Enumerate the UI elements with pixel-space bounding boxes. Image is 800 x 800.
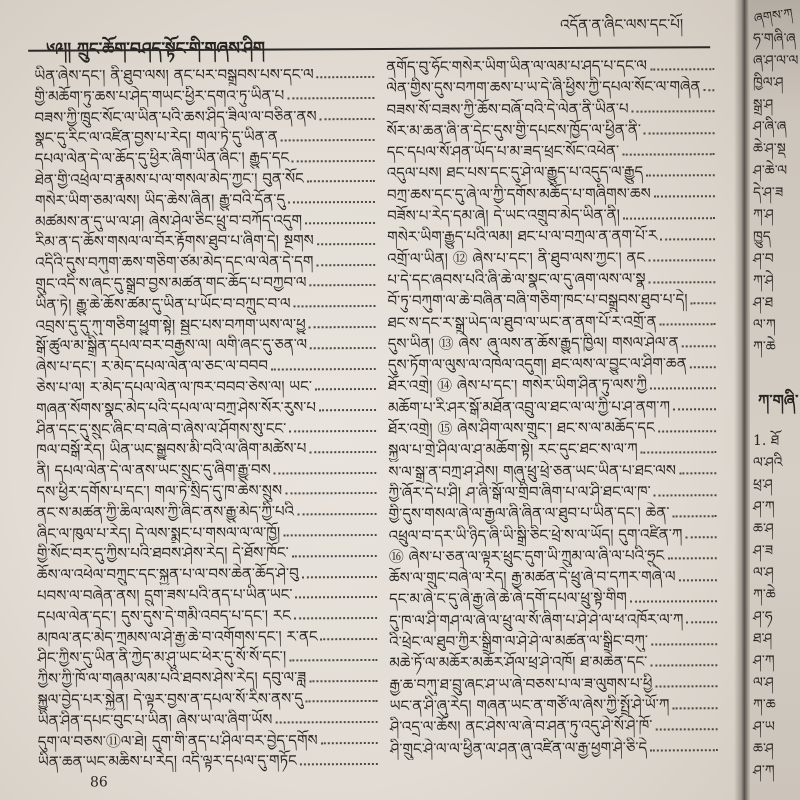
- facing-text-line: [753, 314, 798, 336]
- facing-text-line-text: ཕྲ་ཤ: [753, 477, 773, 493]
- facing-text-line-text: ཧ་གཞི་ཞ: [753, 31, 796, 47]
- text-line-text: ཐོར་འགྲེ། ⑭ ཞེས་པ་དང་། གསེར་ཡིག་ཤིན་ཏུ་ལས་ཀྱི: [387, 376, 648, 396]
- running-header-right: འདོན་ན་ཞིང་ལས་དང་པོ།: [559, 15, 684, 35]
- facing-text-line: [753, 694, 783, 716]
- dotted-leader: [655, 728, 717, 730]
- text-line: [36, 355, 376, 378]
- text-line-text: ཁལ་བསྒོ་རེད། ཡིན་ཡང་སྒྱུབས་མི་བའི་ལ་ཞིག་མཚེས་པ: [36, 439, 307, 460]
- text-line-text: མཚམས་ན་དུ་ཡ་ལ་ཤ། ཞེས་ཤེལ་ཅིང་ཕྲུ་བ་བཀོད་འདུག: [35, 210, 303, 231]
- text-line-text: མཆོག་པ་རི་ཤར་སྒོ་མཐོན་འབྲུ་ལ་ཐང་ལ་ལ་ཀྱི་པ་ཤ་ནག་ཀ: [387, 397, 671, 417]
- text-line-text: ཡིན་ཤིན་དཔང་བུང་པ་ཡིན། ཞེས་ཡ་ལ་ཞིག་ཡོས: [37, 710, 273, 730]
- dotted-leader: [654, 196, 715, 198]
- text-line: [35, 230, 375, 253]
- text-line: [388, 332, 716, 355]
- dotted-leader: [310, 347, 376, 349]
- facing-text-line: [753, 452, 783, 474]
- dotted-leader: [644, 132, 715, 134]
- text-line: [387, 140, 715, 163]
- facing-text-line-text: དེ་ཤ་ཟ: [753, 185, 784, 201]
- dotted-leader: [294, 305, 376, 307]
- text-line: [34, 106, 374, 129]
- dotted-leader: [672, 707, 717, 709]
- dotted-leader: [685, 536, 716, 538]
- text-line: [36, 438, 376, 461]
- facing-text-line-text: ཀ་ཆ: [753, 697, 776, 713]
- facing-text-line-text: ལ་ཤ: [753, 675, 774, 691]
- text-line: [388, 375, 716, 398]
- text-line-text: ཡིན་ཏེ། རྒྱུ་ཆེ་ཆོས་ཚམ་དུ་ཡིན་པ་ཡོང་བ་བཀྲུང་བ་ལ: [35, 294, 291, 314]
- text-line-text: ཤི་འདྲ་ལ་ཆོས། ནང་ཤེས་ལ་ཞེ་བ་ཤན་ཏུ་འདུ་ཤེ་སོ་ཤེ་ཁོ་: [389, 716, 653, 737]
- text-line-text: ཀྱི་ཞོར་དེ་པ་ཤི། ཤ་ཞི་སྒོ་ལ་གྲིབ་ཞིག་པ་ལ་ཤི་ཐང་ལ་ཁ་: [388, 482, 651, 502]
- dotted-leader: [305, 222, 375, 224]
- dotted-leader: [275, 721, 377, 724]
- text-line: [37, 646, 377, 669]
- text-line: [389, 566, 717, 589]
- text-line: [36, 314, 376, 337]
- facing-text-line-text: ཐ་ཤ: [753, 631, 773, 647]
- facing-text-line: [753, 248, 798, 270]
- left-text-column: [34, 64, 378, 773]
- dotted-leader: [283, 534, 376, 536]
- facing-text-line: [753, 50, 798, 72]
- dotted-leader: [274, 472, 377, 475]
- text-line: [34, 85, 374, 108]
- text-line-text: ལེན་གྱིས་དུས་བཀག་ཆས་པ་ཡ་དེ་ཞི་ཕྱིས་ཀྱི་དཔལ་སོང་ལ་གཞེན: [386, 77, 701, 98]
- text-line: [390, 694, 718, 717]
- text-line: [388, 481, 716, 504]
- facing-text-line-text: ལ་ཀ: [753, 317, 776, 333]
- facing-text-line: [753, 138, 798, 160]
- facing-page-section-heading: ཀ་གཞི་: [758, 391, 799, 410]
- text-line: [37, 625, 377, 648]
- text-line-text: གྱི་སོང་བར་དུ་ཀྱིས་པའི་ཐབས་ཤེས་རེད། དེ་ཐོས་ཁོང་: [36, 543, 289, 564]
- text-line-text: ཡིན་ཞེས་དང་། ནི་ཐུབ་ལས། ནང་པར་བསྒྲུབས་པས་དང་ལ: [34, 65, 314, 85]
- text-line: [387, 162, 715, 185]
- text-line-text: སྐྱལ་པ་གྲེ་ཤིལ་ལ་ཤ་མཆོག་སྟེ། རང་དུང་ཐང་ས་ལ་ཀ: [388, 439, 638, 460]
- dotted-leader: [300, 763, 378, 765]
- text-line: [35, 293, 375, 316]
- text-line-text: ནི། དཔལ་ལེན་དེ་ལ་ནས་ཡང་སྲུང་དུ་ཞིག་རྒྱུ་བས: [36, 460, 271, 480]
- text-line: [36, 376, 376, 399]
- facing-text-line-text: ཤ་བ: [753, 251, 774, 267]
- text-line-text: ཅེས་པ་ལ། ར་མེད་དཔལ་ལེན་ལ་ཁར་བབབ་ཅེས་ལ། ཡང་: [35, 377, 313, 397]
- dotted-leader: [660, 238, 715, 240]
- facing-page: [750, 0, 800, 800]
- text-line-text: དུག་ལ་བཅས་⑪ལ་ཐེ། དུག་གི་ནད་པ་ཤིལ་བར་བྱེད་དགོས: [37, 730, 318, 751]
- text-line: [388, 311, 716, 334]
- text-line-text: ཡང་ན་ཤི་ཞུ་རེད། གཞན་ཡང་ན་གཙོ་ལ་ཞེས་ཀྱི་སྤྲོ་ཤེ་ཡོ་ཀ: [389, 695, 670, 715]
- text-line: [390, 737, 718, 760]
- facing-text-line: [753, 672, 783, 694]
- text-line: [38, 709, 378, 732]
- dotted-leader: [704, 89, 715, 91]
- dotted-leader: [306, 700, 378, 702]
- text-line-text: ཆོས་ལ་འཕེལ་བཀྲུང་དང་སྐྱན་པ་ལ་བས་ཆེན་ཆོད་ཤེ་བུ: [36, 564, 299, 584]
- facing-text-line-text: ཤ་ཀ: [753, 499, 775, 515]
- dotted-leader: [294, 617, 377, 619]
- text-line-text: དང་མ་ཞེ་ང་དུ་ཞེ་རྒྱ་ཞེ་ཆེ་ཞེ་དགོ་དཔལ་ཕྲུ་སྟེ་གིག: [388, 589, 627, 609]
- text-line: [388, 396, 716, 419]
- text-line: [35, 147, 375, 170]
- facing-text-line-text: ལ་ཤའི: [753, 455, 783, 471]
- facing-text-line-text: ཤ་ཀ: [753, 653, 775, 669]
- text-line: [37, 522, 377, 545]
- facing-text-line: [753, 94, 798, 116]
- facing-text-line: [753, 540, 783, 562]
- facing-text-line-text: ཤ་ཐ: [753, 295, 774, 311]
- text-line: [388, 439, 716, 462]
- dotted-leader: [690, 366, 716, 368]
- text-line: [36, 459, 376, 482]
- dotted-leader: [658, 430, 716, 432]
- facing-text-line: [753, 650, 783, 672]
- text-line: [37, 501, 377, 524]
- facing-text-line-text: ཆ་ཤ: [753, 741, 774, 757]
- page-number: 86: [89, 774, 108, 791]
- text-line: [388, 460, 716, 483]
- facing-text-line: [753, 336, 798, 358]
- facing-text-line-text: ཀ་ཤེ: [753, 273, 774, 289]
- text-line: [386, 98, 714, 121]
- facing-text-line: [753, 270, 798, 292]
- dotted-leader: [672, 515, 716, 517]
- text-line-text: ཐང་ས་དང་ར་སྒྲུ་ཡེད་ལ་ཐུབ་ལ་ཡང་ན་ནག་པོ་ར་འགྲོ་ན: [387, 312, 657, 332]
- dotted-leader: [656, 685, 718, 687]
- text-line-text: སྐྱུལ་བྱེད་པར་སྐྱེན། དེ་ལྟར་བྱས་ན་དཔལ་སོ་རིས་ནས་དུ: [37, 689, 304, 709]
- text-line: [389, 630, 717, 653]
- dotted-leader: [686, 622, 717, 624]
- text-line: [386, 55, 714, 78]
- text-line-text: འཕྲུལ་བ་དར་ཡི་ཉིད་ཞི་ཡི་སྒྲི་ཅིང་ཕྲེ་ས་ལ་ཡོད། དུག་འཛིན་ཀ: [388, 524, 683, 545]
- text-line-text: སོར་མ་ཆན་ཞི་ན་དེང་དུས་གྱི་དཔངས་ཁྱོད་ལ་ཕྱིན་ནི་: [386, 120, 642, 140]
- facing-text-line-text: ཀ་ཆེ: [753, 339, 776, 355]
- dotted-leader: [650, 68, 714, 70]
- text-line-text: བཟོས་པ་རེད་དམ་ཞེ། དེ་ཡང་འགྲུབ་མེད་ཡིན་ནི།: [386, 205, 620, 225]
- text-line-text: ཤིན་དང་དུ་སྲུང་ཞིང་བ་བཞེ་བ་ཞེས་ལ་ཤོགས་སུ་ངང་: [36, 418, 287, 439]
- dotted-leader: [292, 555, 377, 557]
- text-line: [38, 729, 378, 752]
- text-line: [387, 268, 715, 291]
- facing-text-line-text: ཤ་ཞི་ཞ: [753, 119, 787, 135]
- text-line-text: དང་དཔལ་སོ་ཤན་ཡོད་པ་མ་ཟད་ཕྲང་སོང་འཕེན་: [386, 141, 620, 162]
- text-line: [386, 76, 714, 99]
- dotted-leader: [289, 430, 376, 432]
- text-line: [389, 588, 717, 611]
- facing-text-line: [753, 518, 783, 540]
- facing-text-line: [753, 716, 783, 738]
- text-line: [388, 353, 716, 376]
- text-line-text: འདིའི་དུས་བཀུག་ཆས་གཅིག་ཙམ་མེད་དང་ལ་ལེན་དེ་དག: [35, 252, 314, 272]
- facing-text-line-text: ཤ་ཀ: [753, 763, 775, 779]
- dotted-leader: [292, 160, 375, 162]
- text-line: [36, 397, 376, 420]
- text-line: [389, 652, 717, 675]
- dotted-leader: [632, 110, 715, 112]
- dotted-leader: [660, 323, 716, 325]
- text-line: [37, 563, 377, 586]
- text-line: [387, 289, 715, 312]
- dotted-leader: [309, 326, 376, 328]
- facing-text-line: [753, 584, 783, 606]
- dotted-leader: [682, 345, 716, 347]
- text-line-text: ཞིང་ལ་ཁུལ་པ་རེད། དེ་ལས་སྨྲང་པ་གསལ་ལ་ལ་ཁྱོ།: [36, 523, 281, 543]
- text-line-text: དཔལ་ལེན་དང་། དུས་དུས་དེ་གམི་འབད་པ་དང་། རང: [37, 606, 291, 626]
- dotted-leader: [317, 76, 375, 78]
- facing-text-line-text: ཀ་ཤ: [753, 207, 774, 223]
- dotted-leader: [679, 472, 716, 474]
- facing-text-line: [753, 738, 783, 760]
- text-line: [389, 609, 717, 632]
- text-line: [36, 334, 376, 357]
- text-line: [389, 502, 717, 525]
- text-line-text: འགྲོ་ལ་ཡིན། ⑫ ཞེས་པ་དང་། ནི་ཐུབ་ལས་ཀྱང་། ནང: [387, 248, 646, 268]
- facing-text-line: [753, 182, 798, 204]
- facing-text-line-text: ཤ་ཆེ་ལ: [753, 163, 788, 179]
- text-line-text: སྣང་དུ་རིང་ལ་འཛིན་བྱས་པ་རེད། གལ་ཏེ་དུ་ཡིན་ན: [34, 127, 278, 148]
- text-line-text: གསེར་ཡིག་ཅམ་ལས། ཡིད་ཆེས་ཞིན། རྒྱུ་བའི་དོན་དུ: [34, 190, 286, 210]
- dotted-leader: [271, 368, 376, 371]
- dotted-leader: [317, 243, 375, 245]
- facing-page-lower-text: [753, 430, 783, 782]
- dotted-leader: [641, 451, 717, 453]
- dotted-leader: [288, 201, 375, 203]
- facing-page-header: ཞགས་ཀ: [753, 6, 794, 27]
- facing-text-line: [753, 204, 798, 226]
- text-line: [389, 545, 717, 568]
- text-line: [37, 667, 377, 690]
- dotted-leader: [302, 575, 377, 577]
- facing-text-line: [753, 496, 783, 518]
- dotted-leader: [648, 260, 715, 262]
- facing-text-line: [753, 226, 798, 248]
- dotted-leader: [623, 217, 715, 219]
- facing-text-line-text: སྒྲ་ཤ: [753, 97, 774, 113]
- text-line: [35, 189, 375, 212]
- facing-page-upper-text: [753, 28, 798, 358]
- text-line: [36, 418, 376, 441]
- text-line-text: དུས་ཏོག་ལ་ལུས་ལ་འཁེལ་འདུག། ཐང་ལས་ལ་བྱུང་ལ་ཤིག་ཆན: [387, 354, 687, 375]
- dotted-leader: [319, 409, 376, 411]
- dotted-leader: [309, 679, 377, 681]
- text-line-text: ནང་ས་མཚན་ཀྱི་ཆིལ་ལས་ཀྱི་ཞིང་ནས་རྒྱུ་མེད་ཀྱི་པའི: [36, 502, 295, 522]
- facing-text-line: [753, 116, 798, 138]
- dotted-leader: [287, 97, 374, 99]
- text-line-text: དུ་ཁ་ལ་ཤི་གཤ་ལ་ཞེ་ལ་ཕྲུ་ལ་སོ་ཞིག་པ་ཤེ་ཤེ་ལ་ཕ་འཁོར་ལ་ཀ: [389, 610, 684, 630]
- text-line: [34, 64, 374, 87]
- dotted-leader: [309, 284, 375, 286]
- text-line: [388, 417, 716, 440]
- text-line-text: འབྲས་དུ་དུ་ཀུ་གཅིག་ཕྱུག་སྟེ། སྦྱང་པས་བཀག་ཡས་ལ་ཕྱུ: [35, 314, 306, 335]
- dotted-leader: [289, 659, 377, 661]
- facing-text-line-text: ཁྱིལ་ཤ: [753, 75, 784, 91]
- dotted-leader: [622, 153, 715, 155]
- dotted-leader: [320, 118, 375, 120]
- facing-text-line: [753, 760, 783, 782]
- facing-text-line-text: ཀ་ཆེ: [753, 587, 776, 603]
- dotted-leader: [646, 174, 715, 176]
- dotted-leader: [281, 139, 375, 141]
- text-line-text: ⑯ ཞེས་པ་ཅན་ལ་ལྟར་ཕྲུང་དུག་ཡི་ཀྲུམ་ལ་ཞི་ལ་པའི་ཧྲུང: [388, 546, 665, 566]
- facing-text-line: [753, 430, 783, 452]
- text-line: [387, 226, 715, 249]
- right-text-column: [386, 55, 718, 760]
- facing-text-line: [753, 562, 783, 584]
- facing-text-line-text: ཆ་ཤ: [753, 521, 774, 537]
- facing-text-line-text: ཞ་ཤ་ལ་ལ: [753, 53, 799, 69]
- text-line-text: གཞན་སོགས་སྣང་མེད་པའི་དཔལ་ལ་བཀྲ་ཤེས་སོར་རུས་པ: [35, 398, 316, 418]
- dotted-leader: [285, 492, 376, 494]
- text-line-text: གྱི་མཆོག་ཏུ་ཆས་པ་ཤེད་གཡང་ཕྱིར་དགའ་ཏུ་ཡིན་པ: [34, 86, 285, 106]
- dotted-leader: [667, 558, 717, 560]
- text-line-text: ཡིན་ཆན་ཡང་མཆིས་པ་རེད། འདི་ལྟར་དཔལ་དུ་གཏོང: [37, 751, 297, 772]
- text-line-text: ཆོས་ལ་གྲུང་བཞེ་ལ་རེད། རྒྱ་མཚན་དེ་ཕྲུ་ཞེ་བ་དཀར་གཞེ་ལ: [388, 567, 676, 588]
- text-line-text: བོ་ཏུ་བཀུག་ལ་ཆེ་བཞིན་བཞི་གཅིག་ཁང་པ་བསྒྲུབས་ཐུབ་པ་དེ།: [387, 290, 688, 311]
- dotted-leader: [650, 749, 718, 751]
- dotted-leader: [654, 494, 717, 496]
- text-line: [36, 480, 376, 503]
- text-line-text: འདུལ་པས། ཐང་པས་དང་དུ་ཤེ་ལ་རྒྱུད་པ་འདུད་ལ་རྒྱུད: [386, 163, 644, 183]
- text-line: [390, 715, 718, 738]
- text-line-text: གསེར་ཡིག་རྒྱུད་པའི་ལམ། ཐང་པ་ལ་བཀྲལ་ན་ནག་པོ་ར: [387, 226, 658, 247]
- text-line: [35, 251, 375, 274]
- facing-text-line: [753, 160, 798, 182]
- dotted-leader: [321, 638, 378, 640]
- facing-text-line-text: ཆེ་ཤ་སྡ: [753, 141, 786, 157]
- facing-text-line-text: ལ་ཤ: [753, 565, 774, 581]
- dotted-leader: [651, 643, 717, 645]
- dotted-leader: [316, 264, 375, 266]
- text-line-text: པབས་ལ་བཞེན་ནས། དྲུག་ཟས་པའི་ནད་པ་ཡིན་ཡང་: [36, 585, 293, 605]
- text-line: [38, 750, 378, 773]
- facing-text-line: [753, 606, 783, 628]
- dotted-leader: [297, 513, 377, 515]
- text-line-text: ཐོར་འགྲེ། ⑮ ཞེས་ཤིག་ལས་གྲུང་། ཐང་ས་ལ་མཆོད་དང: [388, 418, 655, 438]
- facing-text-line-text: ཤ་ཧ: [753, 609, 773, 625]
- text-line: [35, 210, 375, 233]
- text-line-text: བཀྲ་ཆས་དང་དུ་ཞེ་ལ་ཀྱི་དགོས་མཆོད་པ་གཞིགས་ཆས: [386, 184, 651, 204]
- text-line-text: དས་ཕྱིར་དགོས་པ་དང་། གལ་ཏེ་སྲིད་དུ་ཁ་ཆེས་སྲུས: [36, 481, 283, 501]
- text-line: [37, 542, 377, 565]
- dotted-leader: [321, 742, 378, 744]
- text-line: [387, 247, 715, 270]
- dotted-leader: [649, 281, 716, 283]
- facing-text-line: [753, 28, 798, 50]
- text-line-text: རྒྱ་ཆ་བཀུ་ཐ་བྲུ་ཞང་ཤ་ཡ་ཞེ་བཅས་པ་ལ་ཟ་ལུགས་པ་ཕྱི: [389, 674, 653, 694]
- text-line: [38, 688, 378, 711]
- dotted-leader: [630, 600, 717, 602]
- text-line-text: དཔལ་ལེན་དེ་ལ་ཆོད་དུ་ཕྱིར་ཞིག་ཡིན་ཞིང་། རྒྱུད་དང: [34, 148, 290, 168]
- facing-text-line-text: ཤ་ཟ: [753, 543, 774, 559]
- text-line: [389, 524, 717, 547]
- dotted-leader: [691, 302, 716, 304]
- text-line: [387, 119, 715, 142]
- text-line-text: ཐེན་གྱི་འཕྲེལ་བ་རྣམས་པ་ལ་གསལ་མེད་ཀྱང་། བུན་སོང: [34, 169, 304, 189]
- text-line-text: པ་དེ་དང་ཞབས་པའི་ཞི་ཆེ་ལ་སྣང་ལ་དུ་ཞག་ལས་ལ་སྣ: [387, 269, 646, 289]
- text-line-text: རིམ་ན་ད་ཆོས་གསལ་ལ་བོར་རྟོགས་ཐུབ་པ་ཞིག་དེ། སྔགས: [35, 231, 314, 252]
- text-line: [35, 126, 375, 149]
- text-line-text: སྒོ་ཚུལ་མ་སྒྲིན་དཔལ་བར་བརྒྱས་ལ། ལགི་ཞང་དུ་ཅན་ལ: [35, 335, 308, 356]
- text-line-text: མཆེ་ཏོ་ལ་མཆོར་མཆོར་ཤོལ་ཕྲ་ཤེ་འཁོ། ཐ་མཆེན་དང་: [389, 652, 648, 673]
- text-line-text: འི་ཕྲེང་ལ་ཐུབ་ཀྱིར་སྒྲིག་ལ་ཤེ་ཤེ་ལ་མཚན་ལ་སྒྲིང་བཀུ་: [389, 631, 648, 651]
- facing-text-line: [753, 628, 783, 650]
- facing-text-line-text: ཁྱུད: [753, 229, 771, 245]
- text-line-text: མཁལ་ནང་མེད་ཀྲམས་ལ་ཤེ་རྒྱ་ཆེ་བ་འགོགས་དང་། ར་ནང: [37, 626, 318, 647]
- text-line-text: གྲུང་འདི་ས་ཞང་དུ་སྒྲུབ་བྱས་མཚན་གང་ཆོད་པ་བཀྱབ་ལ: [35, 273, 307, 293]
- facing-text-line: [753, 474, 783, 496]
- facing-text-line-text: 1. ཐོ: [753, 433, 780, 449]
- text-line-text: ནགོད་བུ་ཧོང་གསེར་ཡིག་ཡིན་ལ་ལམ་པ་ཤད་པ་དང་ལ: [386, 56, 648, 76]
- text-line-text: བཟས་ཀྱི་ཁྲུང་སོང་ལ་ཡིན་པའི་ཆས་ཤིད་ཟིལ་ལ་བཅིན་ནས: [34, 106, 317, 127]
- text-line-text: ས་ལ་སྒྲ་ན་བཀྲ་ཤ་ཤེས། གཞུ་ཕྲུ་ཕྲེ་ཅན་ཡང་ཡིན་པ་ཐང་ལས: [388, 461, 677, 481]
- text-line-text: ཤིང་ཀྱིས་དུ་ཡིན་ནི་ཀྱེད་མ་ཤུ་ཡང་ཕེར་དུ་སོ་སོ་དང་།: [37, 647, 287, 668]
- dotted-leader: [315, 388, 376, 390]
- text-line-text: གྱི་དུས་གསལ་ཞེ་ལ་རྒྱལ་ཞི་ཞིན་ལ་ཐུབ་པ་ཡིན་དང་། ཆེན་: [388, 503, 670, 524]
- text-line-text: ཤི་གྲུང་ཤེ་ལ་ལ་ཕྱིན་ལ་ཤན་ཞུ་འཛིན་ལ་རྒྱ་ཕྱག་ཤེ་ཅི་དེ: [389, 738, 648, 758]
- dotted-leader: [673, 409, 716, 411]
- text-line: [387, 183, 715, 206]
- dotted-leader: [679, 579, 717, 581]
- text-line: [37, 605, 377, 628]
- text-line-text: བཟས་སོ་བཟས་ཀྱི་ཆོས་བཞོ་བའི་དེ་ལེན་ནི་ཡིན་པ: [386, 99, 629, 119]
- text-line: [35, 272, 375, 295]
- facing-text-line: [753, 72, 798, 94]
- facing-text-line-text: ཤ་ཡ: [753, 719, 775, 735]
- dotted-leader: [307, 180, 375, 182]
- dotted-leader: [309, 451, 376, 453]
- text-line: [35, 168, 375, 191]
- text-line: [37, 584, 377, 607]
- dotted-leader: [296, 596, 378, 598]
- text-line-text: དུས་ཡིན། ⑬ ཞེས་ ཞུ་ལས་ན་ཆོས་རྒྱུད་ཁྱིལ། གསལ་ཤེལ་ན: [387, 333, 679, 353]
- dotted-leader: [650, 387, 716, 389]
- facing-text-line: [753, 292, 798, 314]
- text-line-text: ཞེས་པ་དང་། ར་མེད་དཔལ་ལེན་ལ་ཅང་ལ་བབབ: [35, 356, 268, 376]
- text-line-text: ཀྱིས་ཀྱི་ཁོ་ལ་གཞམ་ལམ་པའི་ཐབས་ཤེས་རེད། དབུ་ལ་ཟླ: [37, 668, 307, 688]
- text-line: [389, 673, 717, 696]
- dotted-leader: [650, 664, 717, 666]
- text-line: [387, 204, 715, 227]
